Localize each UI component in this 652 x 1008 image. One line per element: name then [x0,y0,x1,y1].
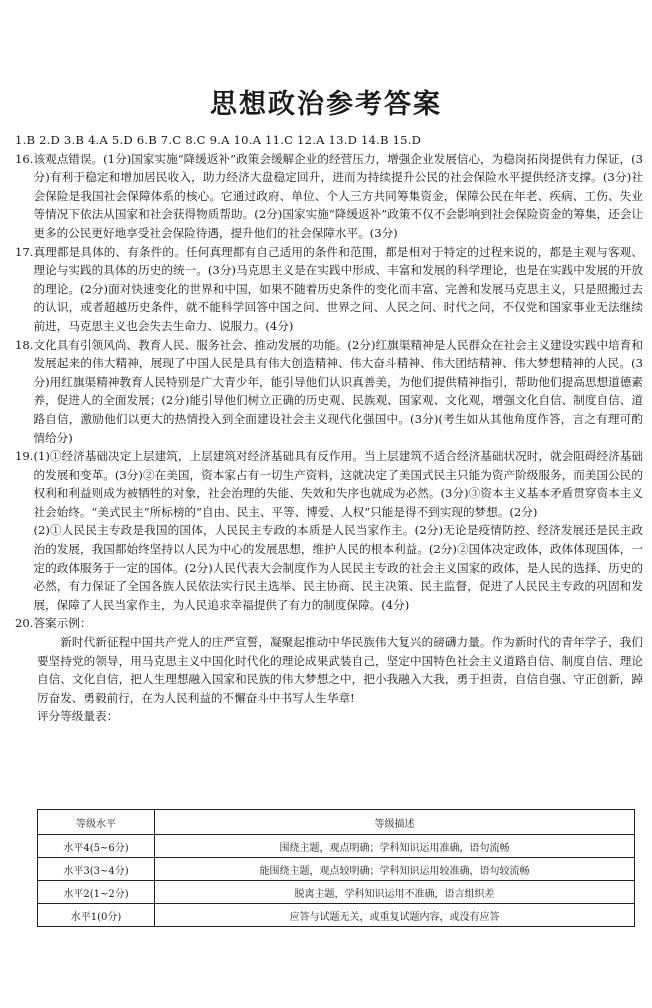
description-cell: 能围绕主题，观点较明确；学科知识运用较准确，语句较流畅 [155,858,635,881]
question-number: 19. [15,449,34,464]
table-row [38,904,635,927]
level-cell: 水平4(5~6分) [38,835,155,858]
question-number: 16. [15,151,34,166]
answer-example-label: 答案示例： [33,616,92,631]
table-header-row [38,810,635,835]
multiple-choice-answers: 1.B 2.D 3.B 4.A 5.D 6.B 7.C 8.C 9.A 10.A 11.C 12.A 13.D 14.B 15.D [15,133,422,147]
scoring-scale-label: 评分等级量表： [37,709,119,724]
answer-content [15,131,643,726]
question-number: 17. [15,244,34,259]
table-header-description: 等级描述 [155,810,635,835]
question-17 [15,243,643,336]
question-20 [15,614,643,633]
question-answer-text: 文化具有引领风尚、教育人民、服务社会、推动发展的功能。(2分)红旗渠精神是人民群众在社会主义建设实践中培育和发展起来的伟大精神，展现了中国人民是具有伟大创造精神、伟大奋斗精神、伟大团结精神、伟大梦想精神的人民。(3分)用红旗渠精神教育人民特别是广大青少年，能引导他们认识真善美，为他们提供精神指引，帮助他们提高思想道德素养，促进人的全面发展；(2分)能引导他们树立正确的历史观、民族观、国家观、文化观，增强文化自信、制度自信、道路自信，激励他们以更大的热情投入到全面建设社会主义现代化强国中。(3分)(考生如从其他角度作答，言之有理可酌情给分) [33,337,643,445]
question-number: 20. [15,616,34,631]
table-row [38,881,635,904]
level-cell: 水平1(0分) [38,904,155,927]
table-header-level: 等级水平 [38,810,155,835]
description-cell: 围绕主题，观点明确；学科知识运用准确，语句流畅 [155,835,635,858]
table-row [38,858,635,881]
question-answer-text: 该观点错误。(1分)国家实施“降缓返补”政策会缓解企业的经营压力，增强企业发展信心，为稳岗拓岗提供有力保证，(3分)有利于稳定和增加居民收入，助力经济大盘稳定回升，进而为持续提升公民的社会保险水平提供经济支撑。(3分)社会保险是我国社会保障体系的核心。它通过政府、单位、个人三方共同筹集资金，保障公民在年老、疾病、工伤、失业等情况下依法从国家和社会获得物质帮助。(2分)国家实施“降缓返补”政策不仅不会影响到社会保险资金的筹集，还会让更多的公民更好地享受社会保险待遇，提升他们的社会保障水平。(3分) [33,151,643,240]
answer-part-1: (1)①经济基础决定上层建筑，上层建筑对经济基础具有反作用。当上层建筑不适合经济基础状况时，就会阻碍经济基础的发展和变革。(3分)②在美国，资本家占有一切生产资料，这就决定了美国式民主只能为资产阶级服务，而美国公民的权利和利益则成为被牺牲的对象，社会治理的失能、失效和失序也就成为必然。(3分)③资本主义基本矛盾贯穿资本主义社会始终。“美式民主”所标榜的“自由、民主、平等、博爱、人权”只能是得不到实现的梦想。(2分) [33,449,643,519]
question-answer-body [33,447,643,614]
answer-example-text: 新时代新征程中国共产党人的庄严宣誓，凝聚起推动中华民族伟大复兴的磅礴力量。作为新时代的青年学子，我们要坚持党的领导，用马克思主义中国化时代化的理论成果武装自己，坚定中国特色社会主义道路自信、制度自信、理论自信、文化自信，把人生理想融入国家和民族的伟大梦想之中，把小我融入大我，勇于担责，自信自强、守正创新，踔厉奋发、勇毅前行，在为人民利益的不懈奋斗中书写人生华章! [37,635,643,705]
question-18 [15,336,643,448]
scoring-scale-table [37,809,635,927]
table-row [38,835,635,858]
description-cell: 脱离主题，学科知识运用不准确，语言组织差 [155,881,635,904]
level-cell: 水平3(3~4分) [38,858,155,881]
question-16 [15,150,643,243]
description-cell: 应答与试题无关，或重复试题内容，或没有应答 [155,904,635,927]
level-cell: 水平2(1~2分) [38,881,155,904]
question-answer-text: 真理都是具体的、有条件的。任何真理都有自己适用的条件和范围，都是相对于特定的过程来说的，都是主观与客观、理论与实践的具体的历史的统一。(3分)马克思主义是在实践中形成、丰富和发展的科学理论，也是在实践中发展的开放的理论。(2分)面对快速变化的世界和中国，如果不随着历史条件的变化而丰富、完善和发展马克思主义，只是照搬过去的认识，或者超越历史条件，就不能科学回答中国之问、世界之问、人民之问、时代之问，不仅党和国家事业无法继续前进，马克思主义也会失去生命力、说服力。(4分) [33,244,643,333]
question-number: 18. [15,337,34,352]
answer-part-2: (2)①人民民主专政是我国的国体，人民民主专政的本质是人民当家作主。(2分)无论是疫情防控、经济发展还是民主政治的发展，我国都始终坚持以人民为中心的发展思想，维护人民的根本利益。(2分)②国体决定政体，政体体现国体，一定的政体服务于一定的国体。(2分)人民代表大会制度作为人民民主专政的社会主义国家的政体，是人民的选择、历史的必然，有力保证了全国各族人民依法实行民主选举、民主协商、民主决策、民主监督，促进了人民民主专政的巩固和发展，保障了人民当家作主，为人民追求幸福提供了有力的制度保障。(4分) [33,523,643,612]
question-19 [15,447,643,614]
page-title: 思想政治参考答案 [210,89,442,120]
